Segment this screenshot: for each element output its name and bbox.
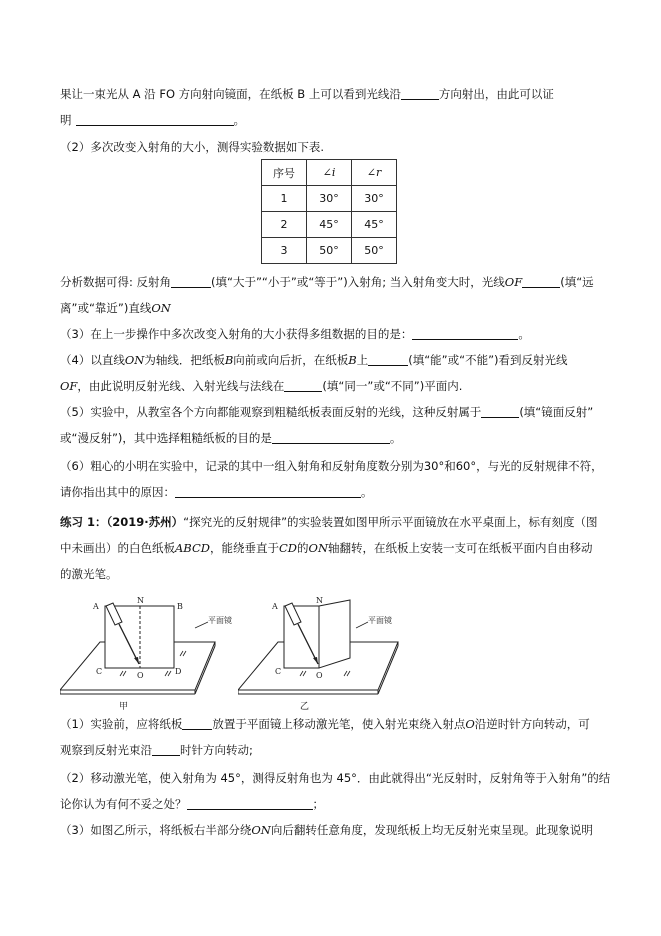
text: 向后翻转任意角度，发现纸板上均无反射光束呈现。此现象说明	[270, 823, 593, 837]
table-header: ∠r	[352, 160, 397, 186]
text-line	[60, 404, 593, 420]
text-line	[60, 326, 530, 342]
answer-blank[interactable]	[368, 353, 408, 366]
text: 时针方向转动;	[180, 743, 253, 757]
text: 放置于平面镜上移动激光笔，使入射光束绕入射点	[212, 717, 466, 731]
text: 观察到反射光束沿	[60, 743, 152, 757]
text: 。	[233, 113, 245, 127]
answer-blank[interactable]	[522, 275, 560, 288]
text: B	[224, 353, 234, 367]
label-c: C	[96, 667, 103, 676]
caption-jia: 甲	[119, 702, 129, 712]
data-table	[261, 159, 397, 264]
table-cell: 50°	[307, 238, 352, 264]
table-cell: 45°	[307, 212, 352, 238]
text-line	[60, 352, 568, 368]
answer-blank[interactable]	[76, 113, 234, 126]
text-line	[60, 484, 373, 500]
answer-blank[interactable]	[481, 405, 519, 418]
text: 的	[297, 541, 309, 555]
table-cell: 30°	[352, 186, 397, 212]
text-line	[60, 770, 610, 786]
label-o: O	[137, 671, 144, 680]
text: CD	[279, 541, 298, 555]
table-cell: 2	[262, 212, 307, 238]
answer-blank[interactable]	[284, 379, 322, 392]
text: （6）粗心的小明在实验中，记录的其中一组入射角和反射角度数分别为30°和60°，与光的反射规律不符，	[60, 459, 603, 473]
text: 请你指出其中的原因：	[60, 485, 175, 499]
label-b: B	[177, 602, 183, 611]
table-row	[262, 212, 397, 238]
text: 为轴线．把纸板	[144, 353, 225, 367]
text-line	[60, 458, 603, 474]
text: ON	[124, 353, 145, 367]
table-cell: 3	[262, 238, 307, 264]
text: （3）在上一步操作中多次改变入射角的大小获得多组数据的目的是：	[60, 327, 413, 341]
text: ；	[312, 797, 324, 811]
text-line	[60, 514, 598, 530]
text: 论你认为有何不妥之处？	[60, 797, 187, 811]
answer-blank[interactable]	[175, 485, 361, 498]
table-cell: 45°	[352, 212, 397, 238]
table-row	[262, 186, 397, 212]
text-line	[60, 716, 590, 732]
text: 。	[361, 485, 373, 499]
text: 上	[356, 353, 369, 367]
answer-blank[interactable]	[401, 87, 439, 100]
text: (填“能”或“不能”)看到反射光线	[408, 353, 568, 367]
text-line	[60, 378, 462, 394]
text: ，由此说明反射光线、入射光线与法线在	[77, 379, 285, 393]
label-a: A	[272, 602, 278, 611]
table-cell: 1	[262, 186, 307, 212]
hatch	[300, 671, 350, 676]
table-header: ∠i	[307, 160, 352, 186]
label-n: N	[137, 596, 144, 605]
text-line	[60, 430, 401, 446]
answer-blank[interactable]	[187, 797, 313, 810]
answer-blank[interactable]	[272, 431, 390, 444]
paper-right-half-folded	[319, 600, 350, 668]
table-header-row	[262, 160, 397, 186]
table-header: 序号	[262, 160, 307, 186]
text-line	[60, 566, 118, 582]
text: 。	[389, 431, 402, 445]
text-line	[60, 540, 593, 556]
answer-blank[interactable]	[152, 743, 180, 756]
answer-blank[interactable]	[412, 327, 518, 340]
text: 轴翻转，在纸板上安装一支可在纸板平面内自由移动	[328, 541, 593, 555]
mirror-label: 平面镜	[208, 616, 232, 625]
answer-blank[interactable]	[182, 717, 212, 730]
text: 沿逆时针方向转动，可	[474, 717, 590, 731]
text: 或“漫反射”)，其中选择粗糙纸板的目的是	[60, 431, 272, 445]
text-line	[60, 742, 253, 758]
text: 中未画出）的白色纸板	[60, 541, 175, 555]
text: O	[465, 717, 475, 731]
text: 分析数据可得: 反射角	[60, 275, 172, 289]
text: 方向射出，由此可以证	[438, 87, 554, 101]
text: （2）移动激光笔，使入射角为 45°，测得反射角也为 45°．由此就得出“光反射时，反射角等于入射角”的结	[60, 771, 611, 785]
text-line	[60, 112, 245, 128]
label-c: C	[275, 667, 282, 676]
text: ON	[151, 301, 171, 315]
text: (填“远	[560, 275, 594, 289]
figure-yi	[238, 596, 418, 700]
text: 明	[60, 113, 72, 127]
text: (填“大于”“小于”或“等于”)入射角; 当入射角变大时，光线	[211, 275, 505, 289]
text: OF	[60, 379, 78, 393]
text: ，能绕垂直于	[210, 541, 279, 555]
exercise-label: 练习 1：（2019·苏州）	[60, 515, 184, 529]
text: （3）如图乙所示，将纸板右半部分绕	[60, 823, 252, 837]
mirror-label: 平面镜	[368, 616, 392, 625]
text: B	[348, 353, 357, 367]
label-o: O	[316, 671, 323, 680]
question-2-stem: （2）多次改变入射角的大小，测得实验数据如下表.	[60, 140, 324, 154]
text-line	[60, 822, 593, 838]
text: 。	[518, 327, 530, 341]
text-line	[60, 86, 554, 102]
text: 离”或“靠近”)直线	[60, 301, 152, 315]
answer-blank[interactable]	[171, 275, 211, 288]
label-d: D	[175, 667, 182, 676]
table-cell: 50°	[352, 238, 397, 264]
table-cell: 30°	[307, 186, 352, 212]
label-n: N	[316, 596, 323, 605]
text-line	[60, 300, 171, 316]
text: OF	[504, 275, 523, 289]
text: （4）以直线	[60, 353, 125, 367]
text: 向前或向后折，在纸板	[233, 353, 349, 367]
label-a: A	[93, 602, 99, 611]
text: 果让一束光从 A 沿 FO 方向射向镜面，在纸板 B 上可以看到光线沿	[60, 87, 401, 101]
table-row	[262, 238, 397, 264]
text: （5）实验中，从教室各个方向都能观察到粗糙纸板表面反射的光线，这种反射属于	[60, 405, 482, 419]
text: (填“同一”或“不同”)平面内.	[322, 379, 463, 393]
text-line	[60, 274, 594, 290]
text: （1）实验前，应将纸板	[60, 717, 183, 731]
text: (填“镜面反射”	[519, 405, 594, 419]
text-line	[60, 796, 324, 812]
text: 的激光笔。	[60, 567, 118, 581]
caption-yi: 乙	[300, 702, 310, 712]
text: “探究光的反射规律”的实验装置如图甲所示平面镜放在水平桌面上，标有刻度（图	[183, 515, 598, 529]
figure-jia	[60, 596, 235, 700]
text: ON	[308, 541, 329, 555]
text: ABCD	[175, 541, 210, 555]
text: ON	[251, 823, 271, 837]
